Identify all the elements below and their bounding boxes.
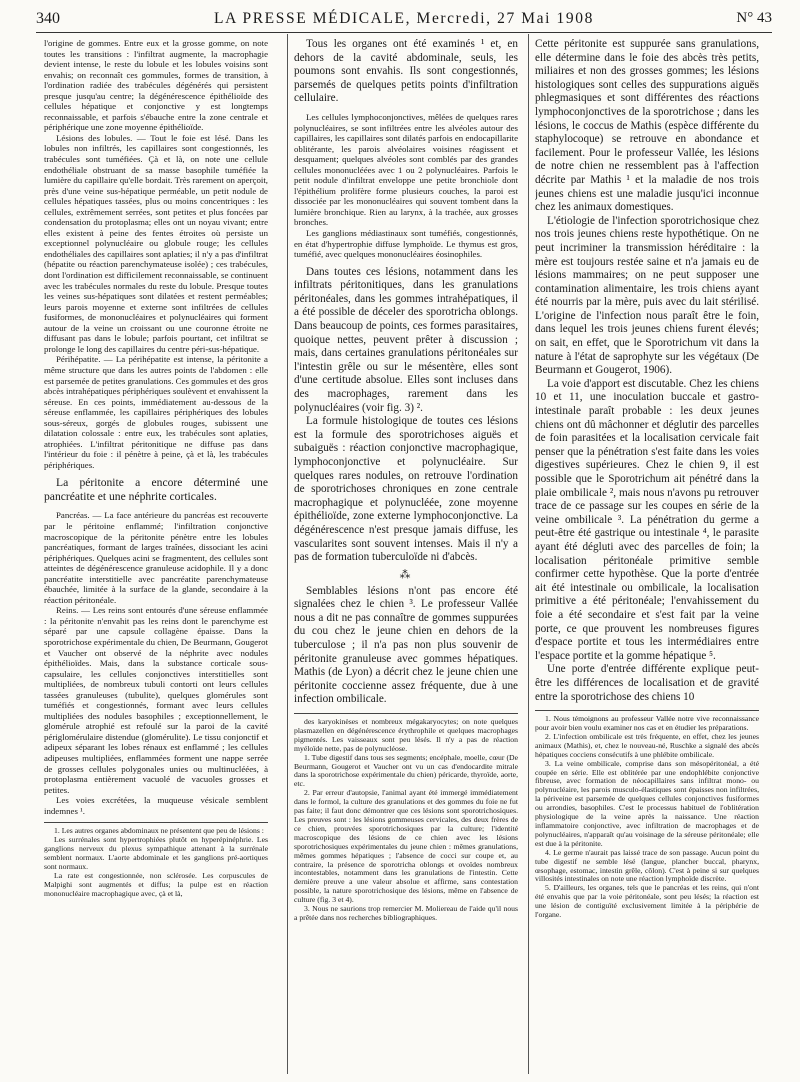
footnote-5: 5. D'ailleurs, les organes, tels que le pancréas et les reins, qui n'ont été envahis que par la voie péritonéale, sont peu lésés; la réaction est une lésion de contiguïté exclusivement limitée à la périphérie de l'organe.: [535, 883, 759, 920]
column-rule-left: [287, 34, 288, 1074]
page-number: 340: [36, 10, 60, 27]
asterism-divider: ⁂: [399, 568, 413, 581]
paragraph-voies-excretees: Les voies excrétées, la muqueuse vésicale semblent indemnes ¹.: [44, 795, 268, 816]
footnote-continuation: des karyokinèses et nombreux mégakaryocytes; on note quelques plasmazellen en dégénérescence érythrophile et quelques macrophages pigmentés. Les vaisseaux sont peu lésés. Il n'y a pas de réaction myéloïde nette, pas de polynucléose.: [294, 717, 518, 753]
footnote-2: 2. Par erreur d'autopsie, l'animal ayant été immergé immédiatement dans le formol, la culture des granulations et des gommes du foie ne fut pas faite; il faut donc démontrer que ces lésions sont sporotrichosiques. Les preuves sont : les lésions gommeuses cervicales, des deux frères de ce chien, prouvées sporotrichosiques par la culture; l'identité macroscopique des lésions de ce chien avec les lésions sporotrichosiques expérimentales du jeune chien : mêmes granulations, mêmes gommes hépatiques ; l'absence de cocci sur coupe et, au contraire, la présence de sporotricha oblongs et ovoïdes nombreux incontestables, notamment dans les granulations de l'intestin. Cette dernière preuve a une valeur absolue et affirme, sans contestation possible, la nature sporotrichosique des lésions, même en l'absence de culture (fig. 3 et 4).: [294, 788, 518, 905]
paragraph-sporotricha: Dans toutes ces lésions, notamment dans les infiltrats péritonitiques, dans les granulations péritonéales, dans les gommes intrahépatiques, il a été possible de déceler des sporotricha oblongs. Dans beaucoup de points, ces formes parasitaires, quoique nettes, peuvent prêter à discussion ; mais, dans certaines granulations péritonéales sur l'intestin grêle ou sur le mésentère, elles sont d'une certitude absolue. Elles sont incluses dans des macrophages, rarement dans les polynucléaires (voir fig. 3) ².: [294, 265, 518, 414]
paragraph-perihepatite: Périhépatite. — La périhépatite est intense, la péritonite a même structure que dans les autres points de l'abdomen : elle est parsemée de petites granulations. Ces gommules et des gros abcès intrahépatiques périphériques soulèvent et envahissent la séreuse. En ces points, immédiatement au-dessous de la séreuse enflammée, les capillaires périphériques des lobules sous-séreux, gorgés de globules rouges, subissent une dilatation colossale : entre eux, les trabécules sont aplaties, atrophiées. L'infiltrat péritonitique ne diffuse pas dans l'intérieur du foie : il pénètre à peine, çà et là, les trabécules périphériques.: [44, 354, 268, 470]
footnote-rule: [294, 713, 518, 714]
footnote-3: 3. La veine ombilicale, comprise dans son mésopéritonéal, a été coupée en série. Elle est oblitérée par une endophlébite conjonctive fibreuse, avec formation de néocapillaires sans infiltrat mono- ou polynucléaire, les parois musculo-élastiques sont épaisses non infiltrées, la périveine est parsemée de quelques cellules conjonctives fusiformes ou arrondies, basophiles. C'est le processus habituel de l'oblitération physiologique de la veine après la naissance. Une réaction inflammatoire conjonctive, avec infiltration de macrophages et de polynucléaires, n'apparaît qu'au voisinage de la séreuse péritonéale; elle est due à la péritonite.: [535, 758, 759, 848]
column-3: [535, 38, 759, 1074]
running-header: [36, 6, 772, 32]
footnote-rule: [535, 710, 759, 711]
footnote-surrenales: Les surrénales sont hypertrophiées plutôt en hyperépinéphrie. Les ganglions nerveux du plexus sympathique attenant à la surrénale semblent normaux. L'aorte abdominale et les ganglions pré-aortiques sont normaux.: [44, 835, 268, 871]
paragraph-formule-histologique: La formule histologique de toutes ces lésions est la formule des sporotrichoses aiguës et subaiguës : réaction conjonctive macrophagique, lymphoconjonctive et polynucléaire. Sur quelques rares nodules, on retrouve l'ordination de sporotrichoses chroniques en zone centrale macrophagique et polynucléée, zone moyenne épithélioïde, zone externe lymphoconjonctive. La dégénérescence n'est presque jamais diffuse, les vascularites sont souvent intenses. Mais il n'y a pas de formation tuberculoïde ni d'abcès.: [294, 415, 518, 564]
header-rule: [36, 32, 772, 33]
paragraph-etiologie: L'étiologie de l'infection sporotrichosique chez nos trois jeunes chiens reste hypothétique. On ne peut incriminer la transmission héréditaire : la mère est toujours restée saine et n'a jamais eu de lésions mammaires; on ne peut supposer une contamination alimentaire, les trois chiens ayant été nourris par la mère, puis avec du lait stérilisé. L'origine de l'infection nous paraît être le foin, dans lequel les trois jeunes chiens furent élevés; on sait, en effet, que le Sporotrichum vit dans la nature à l'état de saprophyte sur les végétaux (De Beurmann et Gougerot, 1906).: [535, 214, 759, 377]
paragraph-gommes-origin: l'origine de gommes. Entre eux et la grosse gomme, on note toutes les transitions : l'infiltrat augmente, la macrophagie devient intense, le reste du lobule et les lobules voisins sont envahis; on reconnaît ces gommules, formes de transition, à l'ordination radiée des trabécules dégénérés qui persistent presque jusqu'au centre; la dégénérescence épithélioïde des cellules hépatique et conjonctive y est longtemps reconnaissable, et parfois s'ébauche entre la zone centrale et périphérique une zone moyenne épithélioïde.: [44, 38, 268, 133]
column-1: [44, 38, 268, 1074]
paragraph-peritonite-suppuree: Cette péritonite est suppurée sans granulations, elle détermine dans le foie des abcès très petits, miliaires et non des grosses gommes; les lésions histologiques sont celles des suppurations aiguës phlegmasiques et sont différentes des réactions lymphoconjonctives de la sporotrichose ; dans les lésions, le coccus de Mathis (espèce différente du staphylocoque) se retrouve en abondance et facilement. Pour le professeur Vallée, les lésions de notre chien ne ressemblent pas à l'affection décrite par Mathis ¹ et la maladie de nos trois jeunes chiens est une maladie jusqu'ici inconnue chez les animaux domestiques.: [535, 38, 759, 214]
paragraph-pancreas: Pancréas. — La face antérieure du pancréas est recouverte par le péritoine enflammé; l'infiltration conjonctive macroscopique de la péritonite pénètre entre les lobules pancréatiques, formant de larges traînées, dissociant les acini périphériques. Quelques acini se fragmentent, des cellules sont atteintes de dégénérescence granuleuse acidophile. Il y a donc pancréatite interstitielle avec pancréatite parenchymateuse ébauchée, limitée à la surface de la glande, secondaire à la réaction péritonéale.: [44, 510, 268, 605]
paragraph-organes-examines: Tous les organes ont été examinés ¹ et, en dehors de la cavité abdominale, seuls, les poumons sont envahis. Ils sont congestionnés, parsemés de quelques petits points d'infiltration cellulaire.: [294, 38, 518, 105]
paragraph-poumons-histologie: Les cellules lymphoconjonctives, mêlées de quelques rares polynucléaires, se sont infiltrées entre les alvéoles autour des capillaires, les capillaires sont dilatés parfois en endocapillarite oblitérante, les parois alvéolaires voisines réagissent et desquament; quelques alvéoles sont comblés par des grandes cellules mononucléées avec 1 ou 2 polynucléaires. Parfois le petit nodule d'infiltrat enveloppe une petite bronchiole dont l'épithélium prolifère forme plusieurs couches, la paroi est dissociée par les mononucléaires qui souvent tombent dans la lumière bronchique. Rien au larynx, à la trachée, aux grosses bronches.: [294, 111, 518, 228]
issue-number: N° 43: [736, 10, 772, 26]
paragraph-voie-apport: La voie d'apport est discutable. Chez les chiens 10 et 11, une inoculation buccale et gastro-intestinale paraît probable : les deux jeunes chiens ont dû mâchonner et déglutir des parcelles de foin parasitées et la localisation cervicale fait penser que la pénétration s'est faite dans les voies digestives supérieures. Chez le chien 9, il est possible que le Sporotrichum ait pénétré dans la plaie ombilicale ², mais nous n'avons pu retrouver trace de ce passage sur les coupes en série de la veine ombilicale ³. La pénétration du germe a peut-être été gastrique ou intestinale ⁴, le parasite ayant été dégluti avec des parcelles de foin; la localisation péritonéale primitive semble confirmer cette hypothèse. Que la porte d'entrée ait été intestinale ou ombilicale, la localisation primitive a été péritonéale; l'envahissement du foie a été secondaire et s'est fait par la veine porte, ce que prouvent les nombreuses figures d'espace portite et tous les intermédiaires entre l'espace portite et la gomme hépatique ⁵.: [535, 377, 759, 662]
paragraph-porte-entree: Une porte d'entrée différente explique peut-être les différences de localisation et de gravité entre la sporotrichose des chiens 10: [535, 663, 759, 703]
footnote-1: 1. Nous témoignons au professeur Vallée notre vive reconnaissance pour avoir bien voulu examiner nos cas et en étudier les préparations.: [535, 714, 759, 732]
footnote-1: 1. Tube digestif dans tous ses segments; encéphale, moelle, cœur (De Beurmann, Gougerot et Vaucher ont vu un cas d'endocardite mitrale dans la sporotrichose expérimentale du chien) péricarde, thyroïde, aorte, etc.: [294, 752, 518, 789]
footnote-rate: La rate est congestionnée, non sclérosée. Les corpuscules de Malpighi sont augmentés et diffus; la pulpe est en réaction mononucléaire macrophagique avec, çà et là,: [44, 870, 268, 898]
column-rule-right: [528, 34, 529, 1074]
paragraph-lobule-lesions: Lésions des lobules. — Tout le foie est lésé. Dans les lobules non infiltrés, les capillaires sont congestionnés, les trabécules sont tuméfiées. Çà et là, on note une cellule endothéliale obstruant de sa masse basophile tuméfiée la lumière du capillaire qu'elle bordait. Très rarement on aperçoit, près d'une veine sus-hépatique perméable, un petit nodule de cellules hépatiques tassées, plus ou moins concentriques : les cellules, extrêmement serrées, sont petites et plus foncées par condensation du protoplasma; elles ont un noyau vivant; entre elles existent à peine des fentes étroites où persiste un exceptionnel polynucléaire ou globule rouge; les cellules endothéliales des capillaires sont aplaties; il n'y a pas d'infiltrat (hépatite ou réaction parenchymateuse isolée) ; ces trabécules, dont l'ordination est difficilement reconnaissable, se continuent avec les trabécules normales du reste du lobule. Presque toutes les veines sus-hépatiques sont dilatées et restent perméables; leurs parois moyenne et externe sont infiltrées de cellules fusiformes, de mononucléaires et polynucléaires qui forment autour de la veine un croissant ou une couronne étroite ne diffusant pas dans le lobule; parfois pourtant, cet infiltrat se prolonge le long des capillaires du centre péri-sus-hépatique.: [44, 132, 268, 354]
column-2: [294, 38, 518, 1074]
footnote-rule: [44, 822, 268, 823]
paragraph-semblables-lesions: Semblables lésions n'ont pas encore été signalées chez le chien ³. Le professeur Vallée nous a dit ne pas connaître de gommes suppurées du cou chez le jeune chien en dehors de la tuberculose ; il n'a pas non plus souvenir de péritonite granuleuse avec gommes hépatiques. Mathis (de Lyon) a décrit chez le jeune chien une péritonite coccienne assez fréquente, due à une infection ombilicale.: [294, 584, 518, 706]
paragraph-ganglions: Les ganglions médiastinaux sont tuméfiés, congestionnés, en état d'hypertrophie diffuse lymphoïde. Le thymus est gros, tuméfié, avec quelques mononucléaires éosinophiles.: [294, 227, 518, 260]
footnote-3: 3. Nous ne saurions trop remercier M. Moliereau de l'aide qu'il nous a prêtée dans nos recherches bibliographiques.: [294, 904, 518, 922]
paragraph-reins: Reins. — Les reins sont entourés d'une séreuse enflammée : la péritonite n'envahit pas les reins dont le parenchyme est séparé par une capsule collagène épaisse. Dans la sporotrichose expérimentale du chien, De Beurmann, Gougerot et Vaucher ont observé de la néphrite avec nodules épithélioïdes. Mais, dans la substance corticale sous-capsulaire, les cellules conjonctives interstitielles sont multipliées, de nombreux tubuli contorti ont leurs cellules tassées granuleuses (tubulite), quelques glomérules sont tuméfiés et congestionnés, formant avec leurs cellules multipliées des nodules basophiles ; exceptionnellement, le glomérule atrophié est refoulé sur la paroi de la cavité périglomérulaire distendue (glomérulite). Le tissu conjonctif et adipeux séparant les lobes rénaux est enflammé ; les cellules adipeuses multipliées, enflammées forment une nappe serrée de grosses cellules polygonales unies ou multinucléées, à protoplasma entièrement vacuolé de vacuoles grosses et petites.: [44, 605, 268, 795]
footnote-2: 2. L'infection ombilicale est très fréquente, en effet, chez les jeunes animaux (Mathis), et, chez le nouveau-né, Ruschke a signalé des abcès hépatiques cocciens consécutifs à une phlébite ombilicale.: [535, 731, 759, 759]
section-heading-pancreatite: La péritonite a encore déterminé une pancréatite et une néphrite corticales.: [44, 476, 268, 504]
journal-title: LA PRESSE MÉDICALE, Mercredi, 27 Mai 1908: [214, 10, 594, 27]
footnote-4: 4. Le germe n'aurait pas laissé trace de son passage. Aucun point du tube digestif ne semble lésé (langue, plancher buccal, pharynx, œsophage, estomac, intestin grêle, côlon). C'est à peine si sur quelques villosités intestinales on note une réaction lymphoïde discrète.: [535, 847, 759, 884]
footnote-1: 1. Les autres organes abdominaux ne présentent que peu de lésions :: [54, 826, 264, 836]
